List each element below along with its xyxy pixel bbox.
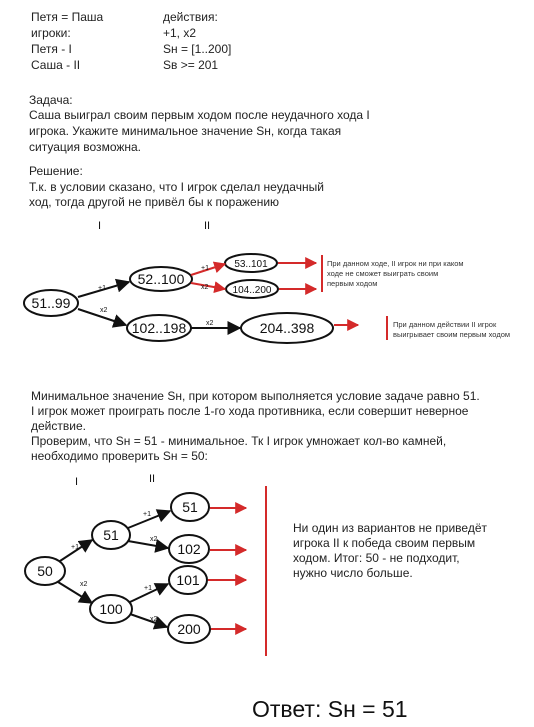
task-line-2: игрока. Укажите минимальное значение Sн, когда такая: [29, 124, 342, 138]
tree2-col-label-ii: II: [149, 473, 156, 485]
tree1-edge-a-a1-label: +1: [201, 265, 209, 272]
tree2-edge-a-a1-label: +1: [143, 511, 151, 518]
tree1-edge-a-a2-label: x2: [201, 284, 209, 291]
solution-heading: Решение:: [29, 164, 83, 178]
tree1-note1-line-3: первым ходом: [327, 279, 378, 288]
header-right-4: Sв >= 201: [163, 58, 219, 72]
header-left-2: игроки:: [31, 26, 71, 40]
middle-line-5: необходимо проверить Sн = 50:: [31, 449, 208, 463]
middle-line-3: действие.: [31, 419, 86, 433]
tree1-edge-root-a-label: +1: [98, 285, 106, 292]
tree1-node-a-label: 52..100: [137, 271, 185, 287]
tree1-col-label-ii: II: [204, 220, 211, 232]
header-right-1: действия:: [163, 10, 218, 24]
task-line-1: Саша выиграл своим первым ходом после неудачного хода I: [29, 108, 370, 122]
tree1-node-a1-label: 53..101: [234, 259, 268, 270]
tree2-edge-a-a2: [128, 541, 168, 548]
solution-line-2: ход, тогда другой не привёл бы к поражению: [29, 195, 280, 209]
tree2-note-line-2: игрока II к победа своим первым: [293, 536, 476, 550]
tree1-node-a2-label: 104..200: [232, 285, 272, 296]
tree2-node-root-label: 50: [37, 563, 53, 579]
header-left-4: Саша - II: [31, 58, 81, 72]
tree2-node-a-label: 51: [103, 527, 119, 543]
tree1-node-b1-label: 204..398: [259, 320, 315, 336]
middle-line-2: I игрок может проиграть после 1-го хода противника, если совершит неверное: [31, 404, 469, 418]
tree1-note2-line-1: При данном действии II игрок: [393, 320, 497, 329]
tree2-edge-b-b2-label: x2: [150, 616, 158, 623]
tree2-note-line-1: Ни один из вариантов не приведёт: [293, 521, 487, 535]
tree2-node-a2-label: 102: [177, 541, 201, 557]
tree2-col-label-i: I: [75, 476, 79, 488]
answer-text: Ответ: Sн = 51: [252, 696, 408, 722]
tree2-edge-a-a2-label: x2: [150, 536, 158, 543]
tree1-edge-root-b-label: x2: [100, 307, 108, 314]
middle-line-1: Минимальное значение Sн, при котором выполняется условие задаче равно 51.: [31, 389, 480, 403]
header-left-3: Петя - I: [31, 42, 72, 56]
tree1-note2-line-2: выигрывает своим первым ходом: [393, 330, 511, 339]
tree2-edge-b-b1-label: +1: [144, 585, 152, 592]
tree1-node-b-label: 102..198: [131, 320, 187, 336]
tree1-note1-line-1: При данном ходе, II игрок ни при каком: [327, 259, 464, 268]
tree2-node-a1-label: 51: [182, 499, 198, 515]
tree2-edge-root-a-label: +1: [71, 544, 79, 551]
tree1-edge-b-b1-label: x2: [206, 320, 214, 327]
tree2-edge-root-b-label: x2: [80, 581, 88, 588]
tree2-edge-b-b2: [130, 614, 167, 627]
middle-line-4: Проверим, что Sн = 51 - минимальное. Тк I игрок умножает кол-во камней,: [31, 434, 447, 448]
task-heading: Задача:: [29, 93, 73, 107]
tree1-node-root-label: 51..99: [31, 295, 71, 311]
tree2-note-line-3: ходом. Итог: 50 - не подходит,: [293, 551, 460, 565]
task-line-3: ситуация возможна.: [29, 140, 142, 154]
header-right-3: Sн = [1..200]: [163, 42, 232, 56]
tree2-node-b1-label: 101: [176, 572, 200, 588]
tree2-note-line-4: нужно число больше.: [293, 566, 413, 580]
tree2-node-b2-label: 200: [177, 621, 201, 637]
header-right-2: +1, x2: [163, 26, 197, 40]
tree2-node-b-label: 100: [99, 601, 123, 617]
solution-line-1: Т.к. в условии сказано, что I игрок сделал неудачный: [29, 180, 324, 194]
header-left-1: Петя = Паша: [31, 10, 104, 24]
tree1-col-label-i: I: [98, 220, 102, 232]
tree1-note1-line-2: ходе не сможет выиграть своим: [327, 269, 439, 278]
